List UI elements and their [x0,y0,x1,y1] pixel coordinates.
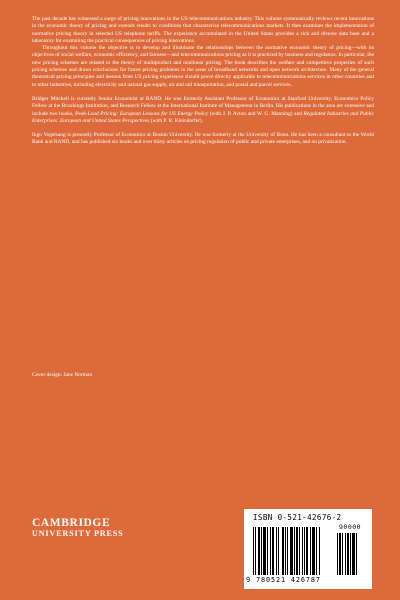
ean-number: 9 780521 426787 [246,576,321,584]
bio-text: (with J. P. Acton and W. G. Manning) and [208,110,304,117]
book-title: Regulated Industries and Public Enterprises: European and United States Perspectives [32,110,374,124]
barcode-bar [357,533,358,575]
author-bio-mitchell [32,96,374,125]
publisher-logo [32,517,123,539]
ean-barcode [253,527,333,575]
bio-text: (with P. R. Kleindorfer). [149,117,204,124]
publisher-name-line1: CAMBRIDGE [32,517,111,529]
price-barcode [337,533,365,575]
publisher-name-line2: UNIVERSITY PRESS [32,529,124,538]
description-paragraph-2: Throughout this volume the objective is to develop and illuminate the relationships between the normative economic theory of pricing—with its objectives of social welfare, economic efficiency, and fairness—and telecommunications pricing as it is practiced by business and regulators. In particular, the new pricing schemes are related to the theory of multiproduct and nonlinear pricing. The book describes the welfare and competitive properties of such pricing schemes and draws conclusions for future pricing problems in the areas of broadband networks and open network architecture. Many of the general theoretical pricing principles and lessons from US pricing experience should prove directly applicable to telecommunications services in other countries and to other industries, including electricity and natural gas supply, air and rail transportation, and postal and parcel services. [32,45,374,88]
author-bio-vogelsang: Ingo Vogelsang is presently Professor of Economics at Boston University. He was formerly at the University of Bonn. He has been a consultant to the World Bank and RAND, and has published six books and over thirty articles on pricing regulation of public and private enterprises, and on privatization. [32,132,374,146]
barcode-block [244,509,372,589]
description-paragraph-1: The past decade has witnessed a surge of pricing innovations in the US telecommunications industry. This volume systematically reviews recent innovations in the economic theory of pricing and extends results to conditions that characterize telecommunications markets. It then examines the implementation of normative pricing theory in selected US telephone tariffs. The experience accumulated in the United States provides a rich and diverse data base and a laboratory for examining the practical consequences of pricing innovations. [32,16,374,44]
price-code: 90000 [339,523,362,531]
isbn-label: ISBN 0-521-42676-2 [253,513,342,522]
back-cover-text [32,16,374,147]
bio-text: Bridger Mitchell is currently Senior Economist at RAND. He was formerly Assistant Professor of Economics at Stanford University, Economics Policy Fellow at the Brookings Institution, and Research Fellow at the International Institute of Management in Berlin. His publications in the area are extensive and include two books, [32,95,374,117]
barcode-bar [320,527,321,575]
cover-design-credit: Cover design: Jane Norman [32,372,93,378]
book-title: Peak-Load Pricing: European Lessons for US Energy Policy [75,110,209,117]
